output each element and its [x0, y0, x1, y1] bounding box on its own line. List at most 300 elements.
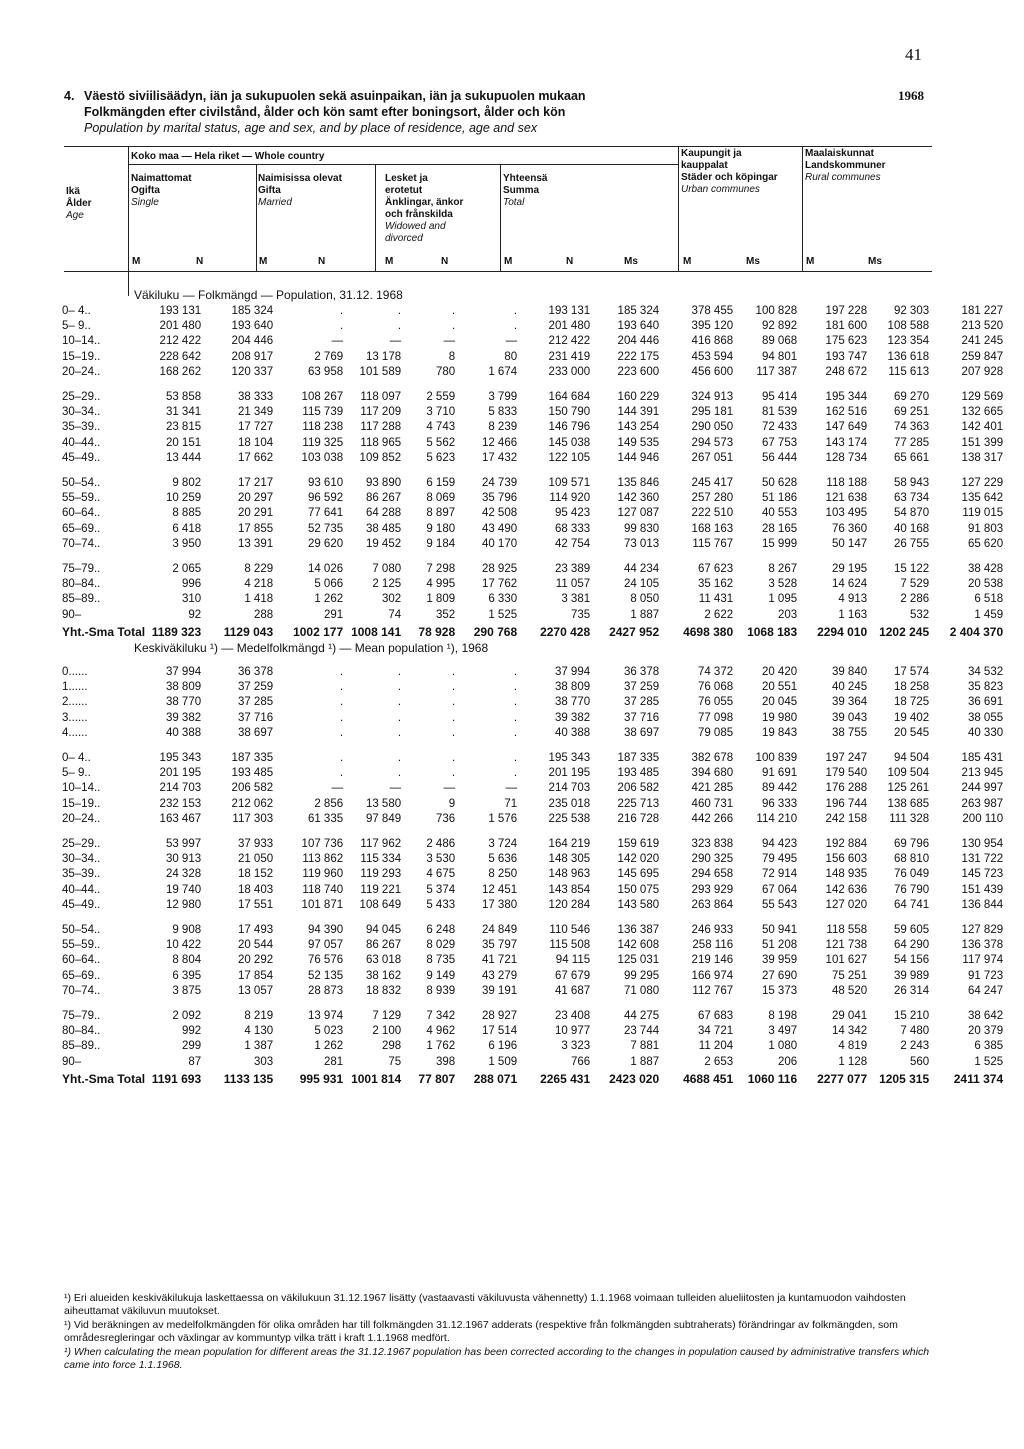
value-cell: 294 658 — [691, 868, 734, 881]
table-row — [62, 968, 1006, 983]
value-cell: 352 — [435, 608, 456, 621]
total-cell: 2265 431 — [540, 1071, 591, 1086]
value-cell: 8 804 — [172, 954, 202, 967]
value-cell: 187 335 — [231, 751, 274, 764]
value-cell: 204 446 — [231, 335, 274, 348]
value-cell: 128 734 — [825, 452, 868, 465]
value-cell: 109 504 — [887, 767, 930, 780]
value-cell: 3 710 — [426, 406, 456, 419]
value-cell: 144 946 — [617, 452, 660, 465]
value-cell: 193 131 — [548, 304, 591, 317]
value-cell: 39 840 — [831, 665, 868, 678]
value-cell: 185 431 — [961, 751, 1004, 764]
value-cell: 39 043 — [831, 711, 868, 724]
value-cell: 7 529 — [900, 577, 930, 590]
value-cell: 3 799 — [488, 390, 518, 403]
value-cell: 69 796 — [893, 837, 930, 850]
group-spacer — [62, 552, 1006, 561]
value-cell: 310 — [181, 593, 202, 606]
value-cell: 18 152 — [237, 868, 274, 881]
value-cell: — — [505, 782, 518, 795]
value-cell: 58 943 — [893, 476, 930, 489]
age-cell: 2...... — [62, 696, 88, 709]
page-number: 41 — [905, 45, 922, 64]
value-cell: 302 — [381, 593, 402, 606]
value-cell: 94 504 — [893, 751, 930, 764]
sex-label: M — [259, 256, 268, 267]
value-cell: 1 887 — [630, 1055, 660, 1068]
value-cell: 3 323 — [561, 1040, 591, 1053]
value-cell: 2 769 — [314, 350, 344, 363]
age-header-sv: Ålder — [66, 198, 92, 209]
value-cell: 72 433 — [761, 421, 798, 434]
whole-country-header: Koko maa — Hela riket — Whole country — [131, 151, 325, 162]
value-cell: 213 945 — [961, 767, 1004, 780]
value-cell: 52 135 — [307, 969, 344, 982]
value-cell: 37 933 — [237, 837, 274, 850]
widowed-line1: Lesket ja — [385, 173, 428, 184]
value-cell: 5 433 — [426, 899, 456, 912]
value-cell: 20 045 — [761, 696, 798, 709]
value-cell: 17 854 — [237, 969, 274, 982]
value-cell: . — [513, 320, 518, 333]
value-cell: 193 131 — [159, 304, 202, 317]
age-cell: 5– 9.. — [62, 320, 91, 333]
value-cell: 4 995 — [426, 577, 456, 590]
value-cell: 142 401 — [961, 421, 1004, 434]
value-cell: 117 387 — [756, 366, 798, 379]
value-cell: 4 962 — [426, 1024, 456, 1037]
value-cell: . — [397, 681, 402, 694]
value-cell: 197 247 — [825, 751, 868, 764]
total-cell: 2427 952 — [609, 624, 660, 639]
value-cell: 26 755 — [893, 538, 930, 551]
value-cell: 163 467 — [159, 813, 202, 826]
value-cell: 30 913 — [165, 852, 202, 865]
value-cell: 8 069 — [426, 491, 456, 504]
whole-country-rule — [128, 164, 678, 165]
age-cell: 70–74.. — [62, 538, 101, 551]
header-divider — [128, 146, 129, 296]
value-cell: 37 259 — [237, 681, 274, 694]
total-cell: 2270 428 — [540, 624, 591, 639]
value-cell: 94 423 — [761, 837, 798, 850]
age-header — [66, 186, 92, 222]
age-cell: 45–49.. — [62, 899, 101, 912]
table-row — [62, 765, 1006, 780]
table-row — [62, 836, 1006, 851]
table-row — [62, 389, 1006, 404]
value-cell: 442 266 — [691, 813, 734, 826]
value-cell: 38 333 — [237, 390, 274, 403]
value-cell: 13 178 — [365, 350, 402, 363]
value-cell: 206 — [777, 1055, 798, 1068]
total-cell: 1008 141 — [351, 624, 402, 639]
value-cell: 193 747 — [825, 350, 868, 363]
value-cell: 206 582 — [617, 782, 660, 795]
value-cell: 222 175 — [617, 350, 660, 363]
value-cell: 130 954 — [961, 837, 1004, 850]
value-cell: 119 960 — [302, 868, 344, 881]
table-row — [62, 607, 1006, 622]
value-cell: 23 389 — [554, 562, 591, 575]
value-cell: 40 245 — [831, 681, 868, 694]
value-cell: 150 790 — [548, 406, 591, 419]
value-cell: 2 486 — [426, 837, 456, 850]
value-cell: 9 — [448, 797, 456, 810]
value-cell: 303 — [253, 1055, 274, 1068]
value-cell: 421 285 — [691, 782, 734, 795]
value-cell: 29 195 — [831, 562, 868, 575]
total-label: Yht.-Sma Total — [62, 624, 146, 639]
value-cell: 201 195 — [548, 767, 591, 780]
value-cell: 147 649 — [825, 421, 868, 434]
total-cell: 1068 183 — [747, 624, 798, 639]
value-cell: 1 080 — [768, 1040, 798, 1053]
value-cell: . — [451, 711, 456, 724]
value-cell: 39 364 — [831, 696, 868, 709]
value-cell: 2 125 — [372, 577, 402, 590]
value-cell: 35 796 — [481, 491, 518, 504]
value-cell: . — [339, 696, 344, 709]
value-cell: 38 809 — [165, 681, 202, 694]
header-divider — [678, 146, 679, 272]
sex-label: N — [318, 256, 326, 267]
value-cell: 324 913 — [691, 390, 734, 403]
value-cell: 34 721 — [697, 1024, 734, 1037]
value-cell: 299 — [181, 1040, 202, 1053]
value-cell: 54 156 — [893, 954, 930, 967]
value-cell: 185 324 — [617, 304, 660, 317]
value-cell: 214 703 — [159, 782, 202, 795]
group-spacer — [62, 466, 1006, 475]
value-cell: 119 015 — [962, 507, 1004, 520]
value-cell: 245 417 — [691, 476, 734, 489]
value-cell: 40 388 — [554, 727, 591, 740]
value-cell: 3 497 — [768, 1024, 798, 1037]
value-cell: 1 674 — [488, 366, 518, 379]
value-cell: 53 997 — [165, 837, 202, 850]
value-cell: 37 285 — [237, 696, 274, 709]
value-cell: 48 520 — [831, 985, 868, 998]
value-cell: 8 267 — [768, 562, 798, 575]
value-cell: 109 852 — [359, 452, 402, 465]
value-cell: 212 422 — [159, 335, 202, 348]
value-cell: . — [339, 320, 344, 333]
value-cell: 37 285 — [623, 696, 660, 709]
value-cell: 233 000 — [548, 366, 591, 379]
value-cell: 35 823 — [967, 681, 1004, 694]
value-cell: 125 261 — [887, 782, 930, 795]
value-cell: 241 245 — [961, 335, 1004, 348]
value-cell: 5 374 — [426, 883, 456, 896]
total-cell: 78 928 — [418, 624, 456, 639]
value-cell: 117 288 — [360, 421, 402, 434]
value-cell: 18 832 — [365, 985, 402, 998]
value-cell: 179 540 — [825, 767, 868, 780]
value-cell: . — [513, 727, 518, 740]
age-cell: 0– 4.. — [62, 751, 91, 764]
value-cell: 42 754 — [554, 538, 591, 551]
age-cell: 35–39.. — [62, 421, 101, 434]
value-cell: 2 559 — [426, 390, 456, 403]
value-cell: 996 — [181, 577, 202, 590]
table-row — [62, 1039, 1006, 1054]
value-cell: 19 452 — [365, 538, 402, 551]
value-cell: 214 703 — [548, 782, 591, 795]
value-cell: 115 613 — [888, 366, 930, 379]
value-cell: — — [443, 782, 456, 795]
value-cell: 4 819 — [838, 1040, 868, 1053]
value-cell: 13 391 — [237, 538, 274, 551]
value-cell: . — [339, 727, 344, 740]
value-cell: 766 — [570, 1055, 591, 1068]
value-cell: 35 162 — [697, 577, 734, 590]
value-cell: . — [397, 751, 402, 764]
value-cell: 532 — [909, 608, 930, 621]
value-cell: 94 801 — [761, 350, 798, 363]
value-cell: 1 525 — [974, 1055, 1004, 1068]
table-row — [62, 334, 1006, 349]
value-cell: 1 525 — [488, 608, 518, 621]
value-cell: . — [513, 304, 518, 317]
value-cell: 125 031 — [617, 954, 660, 967]
value-cell: 37 716 — [237, 711, 274, 724]
total-cell: 1133 135 — [223, 1071, 274, 1086]
value-cell: . — [451, 696, 456, 709]
value-cell: 24 105 — [623, 577, 660, 590]
table-row — [62, 1008, 1006, 1023]
value-cell: 20 151 — [165, 436, 202, 449]
age-cell: 25–29.. — [62, 390, 101, 403]
value-cell: 149 535 — [617, 436, 660, 449]
value-cell: 99 295 — [623, 969, 660, 982]
value-cell: 150 075 — [617, 883, 660, 896]
rural-sv: Landskommuner — [805, 160, 886, 171]
table-row — [62, 349, 1006, 364]
value-cell: 76 049 — [893, 868, 930, 881]
value-cell: 103 038 — [301, 452, 344, 465]
value-cell: 38 809 — [554, 681, 591, 694]
sex-label: N — [566, 256, 574, 267]
value-cell: 14 624 — [831, 577, 868, 590]
value-cell: 195 344 — [825, 390, 868, 403]
value-cell: 129 569 — [961, 390, 1004, 403]
value-cell: 117 209 — [360, 406, 402, 419]
value-cell: 6 395 — [172, 969, 202, 982]
value-cell: 20 292 — [237, 954, 274, 967]
value-cell: 3 875 — [172, 985, 202, 998]
value-cell: 323 838 — [691, 837, 734, 850]
value-cell: 39 382 — [165, 711, 202, 724]
value-cell: 204 446 — [617, 335, 660, 348]
value-cell: 18 104 — [237, 436, 274, 449]
table-row — [62, 318, 1006, 333]
value-cell: 15 122 — [893, 562, 930, 575]
year-label: 1968 — [898, 88, 924, 103]
value-cell: . — [513, 711, 518, 724]
value-cell: 206 582 — [231, 782, 274, 795]
value-cell: 200 110 — [962, 813, 1004, 826]
table-row — [62, 710, 1006, 725]
value-cell: 290 325 — [691, 852, 734, 865]
value-cell: 3 950 — [172, 538, 202, 551]
value-cell: 10 422 — [165, 938, 202, 951]
value-cell: 38 428 — [967, 562, 1004, 575]
value-cell: 201 480 — [159, 320, 202, 333]
age-cell: 30–34.. — [62, 406, 101, 419]
value-cell: 138 317 — [961, 452, 1004, 465]
age-cell: 80–84.. — [62, 577, 101, 590]
value-cell: 69 251 — [893, 406, 930, 419]
table-row — [62, 983, 1006, 998]
value-cell: 281 — [323, 1055, 344, 1068]
value-cell: 5 623 — [426, 452, 456, 465]
value-cell: 10 977 — [554, 1024, 591, 1037]
value-cell: . — [513, 665, 518, 678]
value-cell: 17 551 — [237, 899, 274, 912]
value-cell: 37 259 — [623, 681, 660, 694]
value-cell: 291 — [323, 608, 344, 621]
value-cell: . — [339, 711, 344, 724]
value-cell: . — [397, 767, 402, 780]
value-cell: 196 744 — [825, 797, 868, 810]
sex-label: Ms — [868, 256, 882, 267]
value-cell: 41 721 — [481, 954, 518, 967]
urban-fi2: kauppalat — [681, 160, 728, 171]
value-cell: . — [451, 727, 456, 740]
value-cell: 68 333 — [554, 522, 591, 535]
value-cell: 1 509 — [488, 1055, 518, 1068]
value-cell: 187 335 — [617, 751, 660, 764]
married-sv: Gifta — [258, 185, 281, 196]
value-cell: 39 989 — [893, 969, 930, 982]
value-cell: 108 267 — [301, 390, 344, 403]
value-cell: 92 892 — [761, 320, 798, 333]
value-cell: 5 066 — [314, 577, 344, 590]
value-cell: 151 399 — [961, 436, 1004, 449]
value-cell: 20 420 — [761, 665, 798, 678]
married-fi: Naimisissa olevat — [258, 173, 342, 184]
value-cell: 142 020 — [617, 852, 660, 865]
value-cell: 148 305 — [548, 852, 591, 865]
age-cell: 4...... — [62, 727, 88, 740]
value-cell: 6 385 — [974, 1040, 1004, 1053]
value-cell: 6 248 — [426, 923, 456, 936]
value-cell: 81 539 — [761, 406, 798, 419]
value-cell: 86 267 — [365, 938, 402, 951]
value-cell: 231 419 — [548, 350, 591, 363]
value-cell: 8 229 — [244, 562, 274, 575]
value-cell: 131 722 — [961, 852, 1004, 865]
value-cell: 63 018 — [365, 954, 402, 967]
value-cell: . — [513, 767, 518, 780]
table-number: 4. — [64, 89, 75, 103]
value-cell: 15 210 — [893, 1009, 930, 1022]
value-cell: 51 186 — [761, 491, 798, 504]
value-cell: 17 762 — [481, 577, 518, 590]
group-spacer — [62, 827, 1006, 836]
value-cell: 5 023 — [314, 1024, 344, 1037]
value-cell: 143 254 — [617, 421, 660, 434]
value-cell: 244 997 — [961, 782, 1004, 795]
value-cell: — — [443, 335, 456, 348]
value-cell: 27 690 — [761, 969, 798, 982]
table-row — [62, 750, 1006, 765]
value-cell: 119 293 — [360, 868, 402, 881]
value-cell: 460 731 — [691, 797, 734, 810]
value-cell: 21 349 — [237, 406, 274, 419]
value-cell: 96 592 — [307, 491, 344, 504]
value-cell: 97 849 — [365, 813, 402, 826]
value-cell: . — [513, 696, 518, 709]
value-cell: 156 603 — [825, 852, 868, 865]
age-cell: 20–24.. — [62, 366, 101, 379]
age-cell: 50–54.. — [62, 923, 101, 936]
value-cell: 195 343 — [159, 751, 202, 764]
table-heading — [64, 88, 894, 136]
value-cell: 31 341 — [165, 406, 202, 419]
value-cell: 96 333 — [761, 797, 798, 810]
value-cell: 6 159 — [426, 476, 456, 489]
value-cell: 69 270 — [893, 390, 930, 403]
value-cell: 20 538 — [967, 577, 1004, 590]
urban-header — [681, 148, 778, 196]
total-cell: 290 768 — [473, 624, 518, 639]
value-cell: 39 191 — [481, 985, 518, 998]
married-en: Married — [258, 197, 292, 208]
group-spacer — [62, 913, 1006, 922]
value-cell: 41 687 — [554, 985, 591, 998]
age-header-fi: Ikä — [66, 186, 80, 197]
value-cell: 26 314 — [893, 985, 930, 998]
value-cell: 15 373 — [761, 985, 798, 998]
value-cell: 6 518 — [974, 593, 1004, 606]
age-cell: 90– — [62, 608, 82, 621]
value-cell: 2 065 — [172, 562, 202, 575]
value-cell: 453 594 — [691, 350, 734, 363]
value-cell: 192 884 — [825, 837, 868, 850]
value-cell: 121 638 — [825, 491, 868, 504]
value-cell: 127 829 — [961, 923, 1004, 936]
total-cell: 1202 245 — [879, 624, 930, 639]
value-cell: 263 987 — [961, 797, 1004, 810]
value-cell: 17 855 — [237, 522, 274, 535]
sex-label: N — [441, 256, 449, 267]
value-cell: 258 116 — [692, 938, 734, 951]
value-cell: 92 303 — [893, 304, 930, 317]
total-cell: 77 807 — [418, 1071, 456, 1086]
total-cell: 995 931 — [299, 1071, 344, 1086]
table-row — [62, 695, 1006, 710]
value-cell: 193 485 — [231, 767, 274, 780]
value-cell: 24 739 — [481, 476, 518, 489]
table-row — [62, 953, 1006, 968]
value-cell: 28 873 — [307, 985, 344, 998]
value-cell: 115 739 — [302, 406, 344, 419]
value-cell: 64 288 — [365, 507, 402, 520]
value-cell: 6 196 — [488, 1040, 518, 1053]
value-cell: . — [339, 304, 344, 317]
value-cell: 118 558 — [826, 923, 868, 936]
value-cell: 5 833 — [488, 406, 518, 419]
value-cell: 17 217 — [237, 476, 274, 489]
value-cell: 142 360 — [617, 491, 660, 504]
table-row — [62, 536, 1006, 551]
table-row — [62, 521, 1006, 536]
value-cell: 11 431 — [698, 593, 734, 606]
age-cell: 75–79.. — [62, 562, 101, 575]
